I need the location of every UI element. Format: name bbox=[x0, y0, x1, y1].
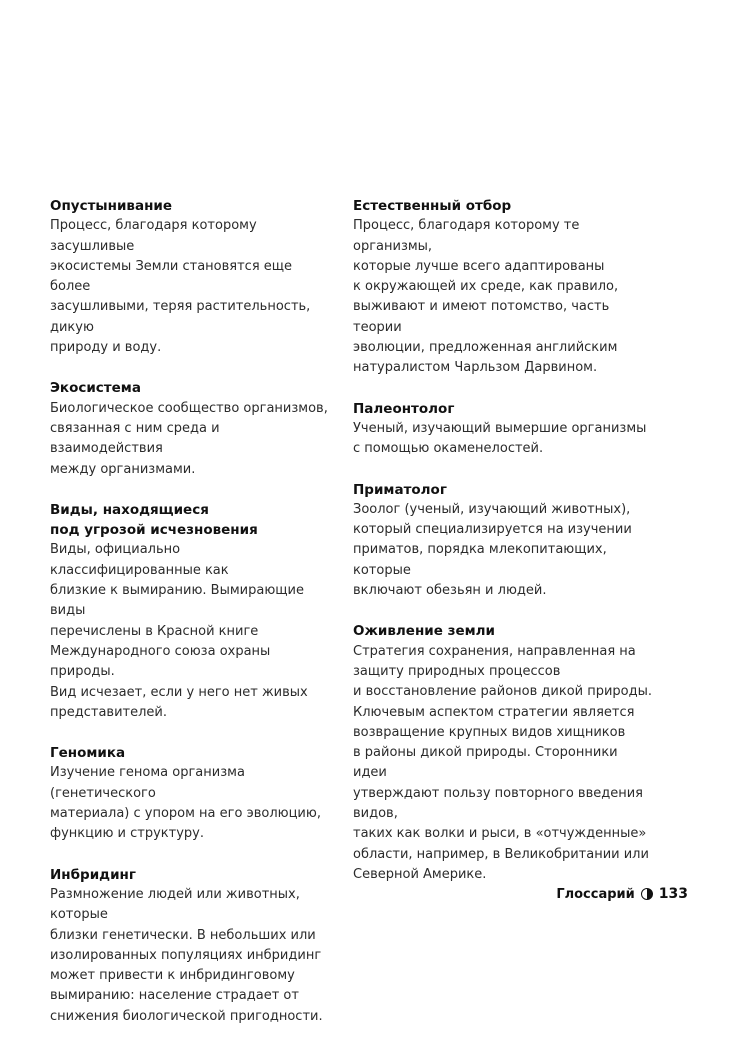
glossary-entry bbox=[353, 399, 653, 460]
definition-line: близкие к вымиранию. Вымирающие виды bbox=[50, 583, 304, 619]
glossary-term: Естественный отбор bbox=[353, 198, 512, 214]
definition-line: Изучение генома организма (генетического bbox=[50, 765, 245, 801]
definition-line: выживают и имеют потомство, часть теории bbox=[353, 299, 610, 335]
definition-line: которые лучше всего адаптированы bbox=[353, 258, 605, 274]
definition-line: включают обезьян и людей. bbox=[353, 583, 547, 599]
glossary-left-column bbox=[50, 196, 335, 1047]
definition-line: Ученый, изучающий вымершие организмы bbox=[353, 420, 647, 436]
glossary-right-column bbox=[353, 196, 653, 905]
definition-line: и восстановление районов дикой природы. bbox=[353, 684, 653, 700]
glossary-entry bbox=[50, 500, 335, 723]
definition-line: Зоолог (ученый, изучающий животных), bbox=[353, 501, 631, 517]
definition-line: к окружающей их среде, как правило, bbox=[353, 279, 619, 295]
definition-line: утверждают пользу повторного введения видов, bbox=[353, 785, 643, 822]
half-circle-icon bbox=[641, 888, 653, 900]
definition-line: материала) с упором на его эволюцию, bbox=[50, 806, 321, 822]
definition-line: Ключевым аспектом стратегии является bbox=[353, 704, 635, 720]
definition-line: снижения биологической пригодности. bbox=[50, 1008, 323, 1024]
page-number: 133 bbox=[658, 886, 688, 902]
definition-line: таких как волки и рыси, в «отчужденные» bbox=[353, 826, 647, 842]
definition-line: Международного союза охраны природы. bbox=[50, 643, 271, 680]
glossary-entry bbox=[50, 743, 335, 844]
definition-line: природу и воду. bbox=[50, 340, 162, 356]
definition-line: Стратегия сохранения, направленная на bbox=[353, 643, 636, 659]
footer-section-title: Глоссарий bbox=[556, 886, 635, 902]
definition-line: связанная с ним среда и взаимодействия bbox=[50, 420, 220, 457]
definition-line: натуралистом Чарльзом Дарвином. bbox=[353, 360, 598, 376]
glossary-definition bbox=[353, 216, 653, 378]
glossary-definition bbox=[353, 642, 653, 886]
glossary-term: Экосистема bbox=[50, 380, 141, 397]
glossary-term: Оживление земли bbox=[353, 623, 495, 640]
definition-line: может привести к инбридинговому bbox=[50, 968, 295, 984]
glossary-entry bbox=[50, 196, 335, 358]
glossary-term: Опустынивание bbox=[50, 198, 173, 214]
glossary-definition bbox=[50, 885, 335, 1027]
glossary-definition bbox=[353, 419, 653, 460]
definition-line: Северной Америке. bbox=[353, 866, 487, 882]
glossary-entry bbox=[353, 621, 653, 885]
definition-line: изолированных популяциях инбридинг bbox=[50, 947, 322, 963]
definition-line: засушливыми, теряя растительность, дикую bbox=[50, 299, 311, 335]
definition-line: функцию и структуру. bbox=[50, 826, 204, 842]
definition-line: приматов, порядка млекопитающих, которые bbox=[353, 542, 607, 578]
definition-line: защиту природных процессов bbox=[353, 663, 561, 679]
glossary-entry bbox=[50, 865, 335, 1027]
definition-line: между организмами. bbox=[50, 461, 196, 477]
definition-line: вымиранию: население страдает от bbox=[50, 988, 299, 1004]
definition-line: Процесс, благодаря которому засушливые bbox=[50, 218, 257, 254]
glossary-entry bbox=[353, 480, 653, 602]
glossary-definition bbox=[50, 763, 335, 844]
glossary-definition bbox=[50, 216, 335, 358]
glossary-term: Геномика bbox=[50, 745, 126, 762]
glossary-entry bbox=[353, 196, 653, 379]
definition-line: возвращение крупных видов хищников bbox=[353, 724, 626, 740]
glossary-definition bbox=[50, 540, 335, 723]
glossary-term: Приматолог bbox=[353, 481, 447, 498]
definition-line: который специализируется на изучении bbox=[353, 522, 632, 538]
glossary-definition bbox=[50, 399, 335, 480]
glossary-term: Палеонтолог bbox=[353, 400, 455, 417]
definition-line: области, например, в Великобритании или bbox=[353, 846, 649, 862]
page-footer bbox=[556, 886, 688, 902]
glossary-term: Виды, находящиеся под угрозой исчезновения bbox=[50, 501, 258, 539]
definition-line: эволюции, предложенная английским bbox=[353, 340, 618, 356]
definition-line: с помощью окаменелостей. bbox=[353, 441, 544, 457]
glossary-entry bbox=[50, 378, 335, 479]
definition-line: экосистемы Земли становятся еще более bbox=[50, 258, 293, 295]
glossary-term: Инбридинг bbox=[50, 866, 136, 883]
definition-line: Размножение людей или животных, которые bbox=[50, 886, 300, 923]
definition-line: представителей. bbox=[50, 704, 167, 720]
definition-line: Процесс, благодаря которому те организмы, bbox=[353, 218, 580, 254]
definition-line: близки генетически. В небольших или bbox=[50, 927, 316, 943]
definition-line: Вид исчезает, если у него нет живых bbox=[50, 684, 308, 700]
definition-line: Виды, официально классифицированные как bbox=[50, 542, 229, 578]
glossary-definition bbox=[353, 500, 653, 601]
definition-line: в районы дикой природы. Сторонники идеи bbox=[353, 745, 618, 781]
definition-line: Биологическое сообщество организмов, bbox=[50, 400, 328, 416]
definition-line: перечислены в Красной книге bbox=[50, 623, 259, 639]
